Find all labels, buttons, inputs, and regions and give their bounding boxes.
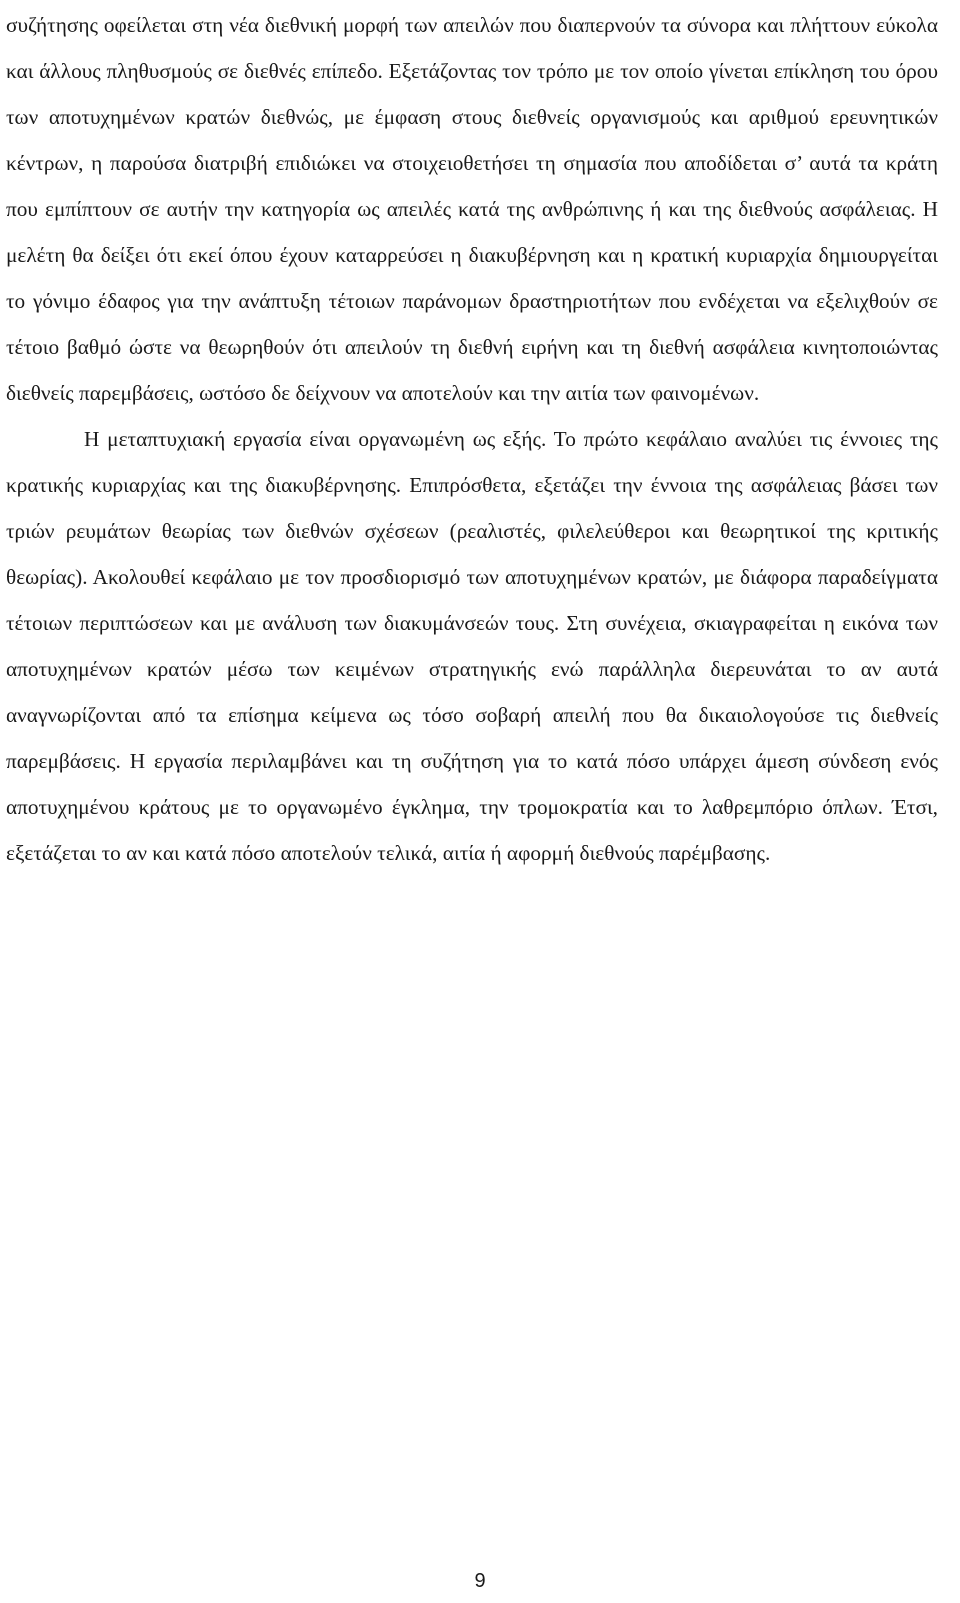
body-text — [6, 2, 938, 876]
paragraph-continuation: συζήτησης οφείλεται στη νέα διεθνική μορφή των απειλών που διαπερνούν τα σύνορα και πλήττουν εύκολα και άλλους πληθυσμούς σε διεθνές επίπεδο. Εξετάζοντας τον τρόπο με τον οποίο γίνεται επίκληση του όρου των αποτυχημένων κρατών διεθνώς, με έμφαση στους διεθνείς οργανισμούς και αριθμού ερευνητικών κέντρων, η παρούσα διατριβή επιδιώκει να στοιχειοθετήσει τη σημασία που αποδίδεται σ’ αυτά τα κράτη που εμπίπτουν σε αυτήν την κατηγορία ως απειλές κατά της ανθρώπινης ή και της διεθνούς ασφάλειας. Η μελέτη θα δείξει ότι εκεί όπου έχουν καταρρεύσει η διακυβέρνηση και η κρατική κυριαρχία δημιουργείται το γόνιμο έδαφος για την ανάπτυξη τέτοιων παράνομων δραστηριοτήτων που ενδέχεται να εξελιχθούν σε τέτοιο βαθμό ώστε να θεωρηθούν ότι απειλούν τη διεθνή ειρήνη και τη διεθνή ασφάλεια κινητοποιώντας διεθνείς παρεμβάσεις, ωστόσο δε δείχνουν να αποτελούν και την αιτία των φαινομένων. — [6, 13, 938, 405]
page-number: 9 — [474, 1570, 486, 1592]
paragraph-structure: Η μεταπτυχιακή εργασία είναι οργανωμένη ως εξής. Το πρώτο κεφάλαιο αναλύει τις έννοιες της κρατικής κυριαρχίας και της διακυβέρνησης. Επιπρόσθετα, εξετάζει την έννοια της ασφάλειας βάσει των τριών ρευμάτων θεωρίας των διεθνών σχέσεων (ρεαλιστές, φιλελεύθεροι και θεωρητικοί της κριτικής θεωρίας). Ακολουθεί κεφάλαιο με τον προσδιορισμό των αποτυχημένων κρατών, με διάφορα παραδείγματα τέτοιων περιπτώσεων και με ανάλυση των διακυμάνσεών τους. Στη συνέχεια, σκιαγραφείται η εικόνα των αποτυχημένων κρατών μέσω των κειμένων στρατηγικής ενώ παράλληλα διερευνάται το αν αυτά αναγνωρίζονται από τα επίσημα κείμενα ως τόσο σοβαρή απειλή που θα δικαιολογούσε τις διεθνείς παρεμβάσεις. Η εργασία περιλαμβάνει και τη συζήτηση για το κατά πόσο υπάρχει άμεση σύνδεση ενός αποτυχημένου κράτους με το οργανωμένο έγκλημα, την τρομοκρατία και το λαθρεμπόριο όπλων. Έτσι, εξετάζεται το αν και κατά πόσο αποτελούν τελικά, αιτία ή αφορμή διεθνούς παρέμβασης. — [6, 427, 938, 865]
